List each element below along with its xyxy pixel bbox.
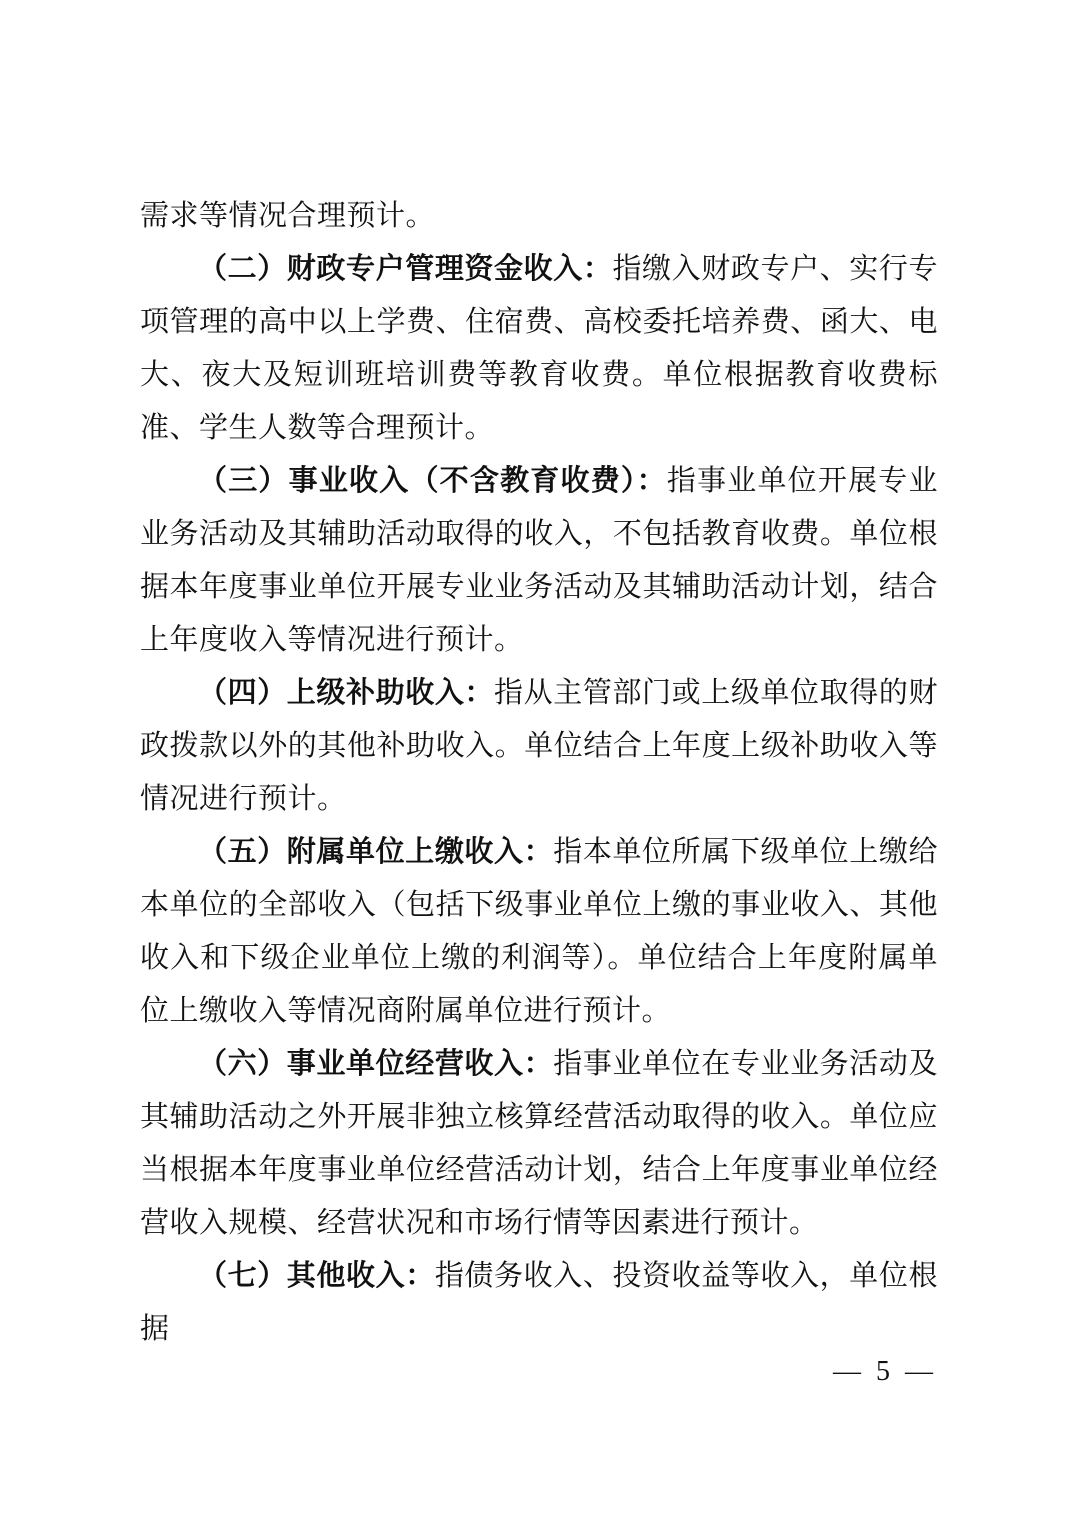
section-heading: （六）事业单位经营收入： — [198, 1048, 554, 1080]
paragraph-text: 需求等情况合理预计。 — [140, 200, 436, 232]
section-heading: （五）附属单位上缴收入： — [198, 836, 554, 868]
section-heading: （二）财政专户管理资金收入： — [198, 253, 613, 285]
section-heading: （三）事业收入（不含教育收费）： — [198, 465, 667, 497]
document-body — [140, 190, 938, 1356]
paragraph-section-5 — [140, 826, 938, 1038]
paragraph-text: 指缴入财政专户、实行专项管理的高中以上学费、住宿费、高校委托培养费、函大、电大、夜大及短训班培训费等教育收费。单位根据教育收费标准、学生人数等合理预计。 — [140, 253, 938, 444]
paragraph-text: 指本单位所属下级单位上缴给本单位的全部收入（包括下级事业单位上缴的事业收入、其他收入和下级企业单位上缴的利润等）。单位结合上年度附属单位上缴收入等情况商附属单位进行预计。 — [140, 836, 938, 1027]
paragraph-section-3 — [140, 455, 938, 667]
paragraph-section-4 — [140, 667, 938, 826]
paragraph-section-7 — [140, 1250, 938, 1356]
page-number: — 5 — — [833, 1356, 937, 1387]
paragraph-text: 指从主管部门或上级单位取得的财政拨款以外的其他补助收入。单位结合上年度上级补助收入等情况进行预计。 — [140, 677, 938, 815]
paragraph-text: 指债务收入、投资收益等收入，单位根据 — [140, 1260, 938, 1345]
paragraph-section-2 — [140, 243, 938, 455]
paragraph-section-6 — [140, 1038, 938, 1250]
paragraph-text: 指事业单位在专业业务活动及其辅助活动之外开展非独立核算经营活动取得的收入。单位应当根据本年度事业单位经营活动计划，结合上年度事业单位经营收入规模、经营状况和市场行情等因素进行预计。 — [140, 1048, 938, 1239]
paragraph-continuation — [140, 190, 938, 243]
paragraph-text: 指事业单位开展专业业务活动及其辅助活动取得的收入，不包括教育收费。单位根据本年度事业单位开展专业业务活动及其辅助活动计划，结合上年度收入等情况进行预计。 — [140, 465, 938, 656]
section-heading: （七）其他收入： — [198, 1260, 435, 1292]
section-heading: （四）上级补助收入： — [198, 677, 495, 709]
